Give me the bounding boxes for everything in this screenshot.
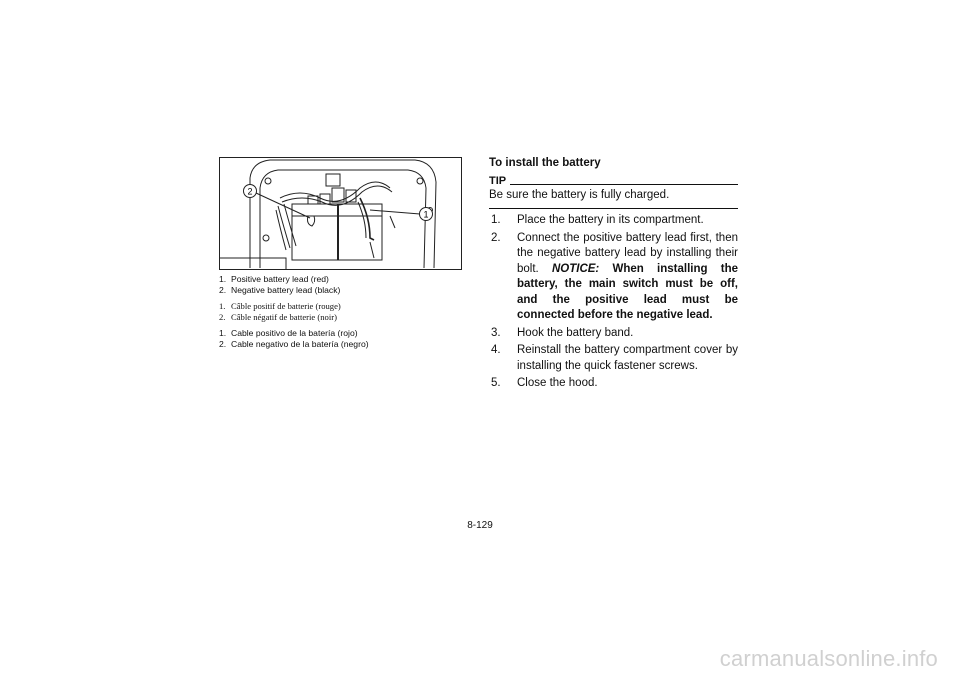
notice-text: When installing the battery, the main switch must be off, and the positive lead must be connected before the negative lead. [517, 262, 738, 321]
install-section [489, 156, 738, 394]
svg-text:2: 2 [247, 186, 253, 197]
step-item: 1. Place the battery in its compartment. [491, 214, 704, 226]
battery-drawing [220, 158, 461, 269]
callout-2 [244, 185, 257, 198]
caption-item: 1. Câble positif de batterie (rouge) [219, 301, 341, 311]
watermark: carmanualsonline.info [719, 646, 938, 671]
steps-list [489, 213, 738, 392]
tip-label: TIP [489, 175, 507, 187]
caption-item: 2. Negative battery lead (black) [219, 284, 341, 295]
battery-illustration [219, 157, 462, 270]
step-item: 2. Connect the positive battery lead first, then the negative battery lead by installing their bolt. NOTICE: When installing the battery, the main switch must be off, and the positive lead must be connected before the negative lead. [491, 231, 738, 321]
caption-item: 1. Positive battery lead (red) [219, 274, 329, 284]
callout-1 [420, 208, 433, 221]
step-item: 4. Reinstall the battery compartment cover by installing the quick fastener screws. [491, 344, 738, 372]
tip-header [489, 173, 738, 187]
caption-item: 2. Câble négatif de batterie (noir) [219, 311, 337, 322]
caption-item: 2. Cable negativo de la batería (negro) [219, 338, 369, 349]
figure-captions [219, 274, 469, 355]
step-item: 3. Hook the battery band. [491, 326, 634, 339]
tip-end-rule [489, 208, 738, 209]
svg-text:1: 1 [423, 209, 429, 220]
page-number: 8-129 [467, 520, 493, 531]
captions-spanish [219, 328, 469, 349]
captions-english [219, 274, 469, 295]
caption-item: 1. Cable positivo de la batería (rojo) [219, 328, 358, 338]
notice-label: NOTICE: [551, 262, 600, 275]
step-item: 5. Close the hood. [491, 377, 598, 389]
captions-french [219, 301, 469, 322]
tip-text: Be sure the battery is fully charged. [489, 189, 670, 201]
tip-rule [510, 184, 738, 185]
section-heading: To install the battery [489, 157, 601, 169]
